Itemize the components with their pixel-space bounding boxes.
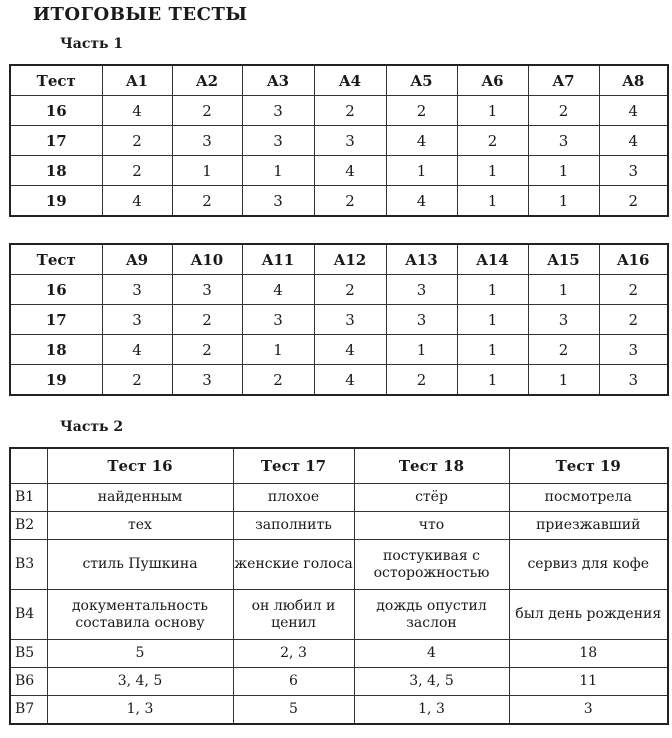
table-cell: 1 [528, 275, 599, 305]
table-cell: 4 [314, 156, 386, 186]
table-cell: 1, 3 [47, 696, 233, 724]
table-cell: 2 [242, 365, 314, 396]
table-row [10, 365, 668, 396]
table-cell: 3 [599, 156, 668, 186]
table-cell: 1 [457, 96, 528, 126]
part1-label: Часть 1 [60, 36, 124, 52]
table-cell: 3 [242, 96, 314, 126]
table-cell: 2 [386, 96, 457, 126]
table-cell: женские голоса [233, 540, 354, 590]
row-label: 19 [10, 186, 102, 217]
column-header: A3 [242, 65, 314, 96]
table-cell: 3 [509, 696, 668, 724]
row-label: B7 [10, 696, 47, 724]
table-cell: 3 [172, 365, 242, 396]
column-header: A10 [172, 244, 242, 275]
table-cell: 1 [457, 156, 528, 186]
table-cell: 1 [528, 186, 599, 217]
column-header: Тест 19 [509, 448, 668, 484]
table-cell: 1 [242, 156, 314, 186]
column-header: A8 [599, 65, 668, 96]
table-cell: 4 [314, 335, 386, 365]
table-row [10, 512, 668, 540]
table-cell: 4 [314, 365, 386, 396]
part2-label: Часть 2 [60, 419, 124, 435]
table-cell: 2 [172, 305, 242, 335]
table-cell: 2 [172, 335, 242, 365]
page-title: ИТОГОВЫЕ ТЕСТЫ [33, 4, 248, 25]
column-header: Тест 18 [354, 448, 509, 484]
table-cell: 3 [242, 186, 314, 217]
table-cell: 3 [242, 126, 314, 156]
table-row [10, 590, 668, 640]
row-label: 16 [10, 275, 102, 305]
row-label: 19 [10, 365, 102, 396]
table-cell: 3 [528, 126, 599, 156]
column-header: A7 [528, 65, 599, 96]
table-cell: 3 [102, 275, 172, 305]
table-cell: 2 [314, 96, 386, 126]
table-cell: 3, 4, 5 [354, 668, 509, 696]
row-label: B6 [10, 668, 47, 696]
column-header: A14 [457, 244, 528, 275]
table-cell: 3 [314, 305, 386, 335]
table-cell: постукивая с осторожностью [354, 540, 509, 590]
table-cell: 2 [314, 275, 386, 305]
table-cell: заполнить [233, 512, 354, 540]
header-row [10, 65, 668, 96]
table-cell: 4 [354, 640, 509, 668]
table-cell: 3 [386, 305, 457, 335]
column-header: A12 [314, 244, 386, 275]
table-cell: 2 [528, 96, 599, 126]
row-label: 16 [10, 96, 102, 126]
table-cell: стёр [354, 484, 509, 512]
table-cell: 2 [102, 365, 172, 396]
table-cell: 4 [599, 126, 668, 156]
table-cell: 2 [102, 156, 172, 186]
table-row [10, 335, 668, 365]
table-row [10, 540, 668, 590]
table-cell: был день рождения [509, 590, 668, 640]
column-header: A15 [528, 244, 599, 275]
table-cell: 2 [599, 186, 668, 217]
table-cell: 5 [233, 696, 354, 724]
table-cell: 1 [528, 365, 599, 396]
table-cell: приезжавший [509, 512, 668, 540]
column-header: Тест [10, 65, 102, 96]
table-cell: 3, 4, 5 [47, 668, 233, 696]
row-label: B1 [10, 484, 47, 512]
table-cell: 3 [528, 305, 599, 335]
table-cell: 2, 3 [233, 640, 354, 668]
table-cell: 2 [172, 96, 242, 126]
table-row [10, 126, 668, 156]
table-cell: 1 [457, 186, 528, 217]
table-cell: 3 [314, 126, 386, 156]
column-header: A9 [102, 244, 172, 275]
table-cell: что [354, 512, 509, 540]
row-label: B2 [10, 512, 47, 540]
table-row [10, 275, 668, 305]
table-cell: стиль Пушкина [47, 540, 233, 590]
table-cell: 11 [509, 668, 668, 696]
table-cell: 1 [457, 275, 528, 305]
table-cell: документальность составила основу [47, 590, 233, 640]
table-cell: 18 [509, 640, 668, 668]
answers-table-a9-a16 [9, 243, 669, 396]
row-label: 18 [10, 156, 102, 186]
table-row [10, 305, 668, 335]
table-cell: 3 [172, 275, 242, 305]
column-header: A11 [242, 244, 314, 275]
table-cell: 2 [172, 186, 242, 217]
row-label: B4 [10, 590, 47, 640]
row-label: 17 [10, 126, 102, 156]
table-cell: сервиз для кофе [509, 540, 668, 590]
table-cell: 2 [457, 126, 528, 156]
column-header: A16 [599, 244, 668, 275]
table-cell: тех [47, 512, 233, 540]
table-cell: 4 [102, 335, 172, 365]
table-cell: 2 [528, 335, 599, 365]
table-cell: 1 [528, 156, 599, 186]
answers-table-part2 [9, 447, 669, 725]
table-row [10, 156, 668, 186]
column-header: Тест [10, 244, 102, 275]
table-cell: 3 [599, 335, 668, 365]
table-cell: 6 [233, 668, 354, 696]
table-cell: дождь опустил заслон [354, 590, 509, 640]
table-cell: 4 [102, 96, 172, 126]
table-cell: 2 [599, 275, 668, 305]
table-cell: 1 [457, 305, 528, 335]
column-header: A2 [172, 65, 242, 96]
header-row [10, 448, 668, 484]
table-cell: посмотрела [509, 484, 668, 512]
table-cell: 2 [314, 186, 386, 217]
table-cell: найденным [47, 484, 233, 512]
table-cell: 1 [172, 156, 242, 186]
answers-table-a1-a8 [9, 64, 669, 217]
table-cell: 4 [242, 275, 314, 305]
column-header: Тест 17 [233, 448, 354, 484]
column-header [10, 448, 47, 484]
table-cell: 1 [457, 365, 528, 396]
table-row [10, 484, 668, 512]
row-label: 17 [10, 305, 102, 335]
table-cell: 2 [386, 365, 457, 396]
column-header: A1 [102, 65, 172, 96]
row-label: 18 [10, 335, 102, 365]
table-cell: 1 [457, 335, 528, 365]
table-cell: 4 [386, 186, 457, 217]
table-cell: 2 [599, 305, 668, 335]
row-label: B5 [10, 640, 47, 668]
table-cell: 4 [599, 96, 668, 126]
table-cell: 5 [47, 640, 233, 668]
header-row [10, 244, 668, 275]
column-header: A6 [457, 65, 528, 96]
row-label: B3 [10, 540, 47, 590]
table-row [10, 186, 668, 217]
table-row [10, 696, 668, 724]
table-row [10, 96, 668, 126]
table-cell: 2 [102, 126, 172, 156]
table-cell: 4 [386, 126, 457, 156]
table-cell: 3 [599, 365, 668, 396]
table-cell: 4 [102, 186, 172, 217]
table-cell: 3 [172, 126, 242, 156]
table-cell: 1, 3 [354, 696, 509, 724]
table-cell: 3 [242, 305, 314, 335]
column-header: A4 [314, 65, 386, 96]
table-cell: 3 [102, 305, 172, 335]
table-row [10, 668, 668, 696]
table-cell: 1 [386, 156, 457, 186]
column-header: A13 [386, 244, 457, 275]
column-header: A5 [386, 65, 457, 96]
table-row [10, 640, 668, 668]
table-cell: 1 [386, 335, 457, 365]
column-header: Тест 16 [47, 448, 233, 484]
table-cell: плохое [233, 484, 354, 512]
table-cell: 1 [242, 335, 314, 365]
table-cell: он любил и ценил [233, 590, 354, 640]
table-cell: 3 [386, 275, 457, 305]
